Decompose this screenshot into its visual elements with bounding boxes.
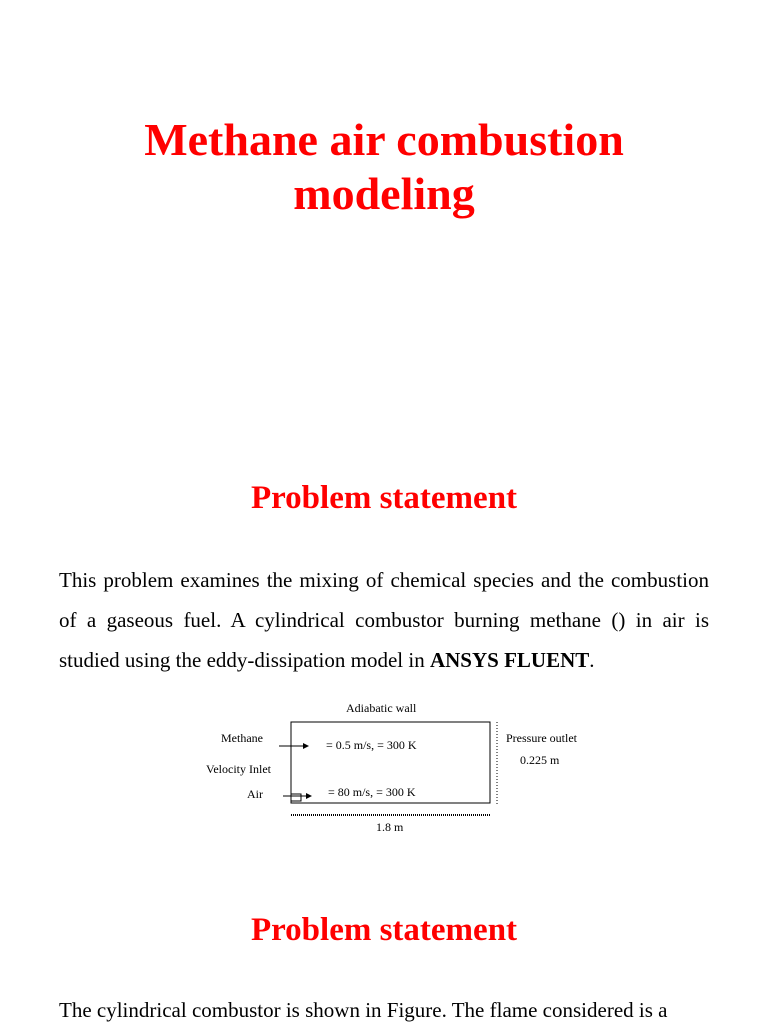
radius-label: 0.225 m <box>520 753 560 767</box>
combustor-description-paragraph: The cylindrical combustor is shown in Figure. The flame considered is a <box>59 998 668 1022</box>
problem-description-paragraph <box>59 560 709 680</box>
methane-label: Methane <box>221 731 263 745</box>
velocity-inlet-label: Velocity Inlet <box>206 762 271 776</box>
air-label: Air <box>247 787 263 801</box>
adiabatic-wall-label: Adiabatic wall <box>346 701 417 715</box>
air-conditions-label: = 80 m/s, = 300 K <box>328 785 416 799</box>
methane-conditions-label: = 0.5 m/s, = 300 K <box>326 738 417 752</box>
problem-description-end: . <box>589 648 595 672</box>
software-name: ANSYS FLUENT <box>429 648 590 672</box>
page-title <box>0 113 768 221</box>
air-inlet-box <box>291 794 301 801</box>
title-line-1: Methane air combustion <box>144 114 624 165</box>
section-heading-problem-statement-2: Problem statement <box>250 912 518 948</box>
length-label: 1.8 m <box>376 820 404 834</box>
title-line-2: modeling <box>293 168 475 219</box>
pressure-outlet-label: Pressure outlet <box>506 731 577 745</box>
problem-description-text: This problem examines the mixing of chemical species and the combustion of a gaseous fuel. A cylindrical combustor burning methane () in air is studied using the eddy-dissipation model in <box>59 568 709 672</box>
combustor-outline <box>291 722 490 803</box>
section-heading-problem-statement: Problem statement <box>250 480 518 516</box>
